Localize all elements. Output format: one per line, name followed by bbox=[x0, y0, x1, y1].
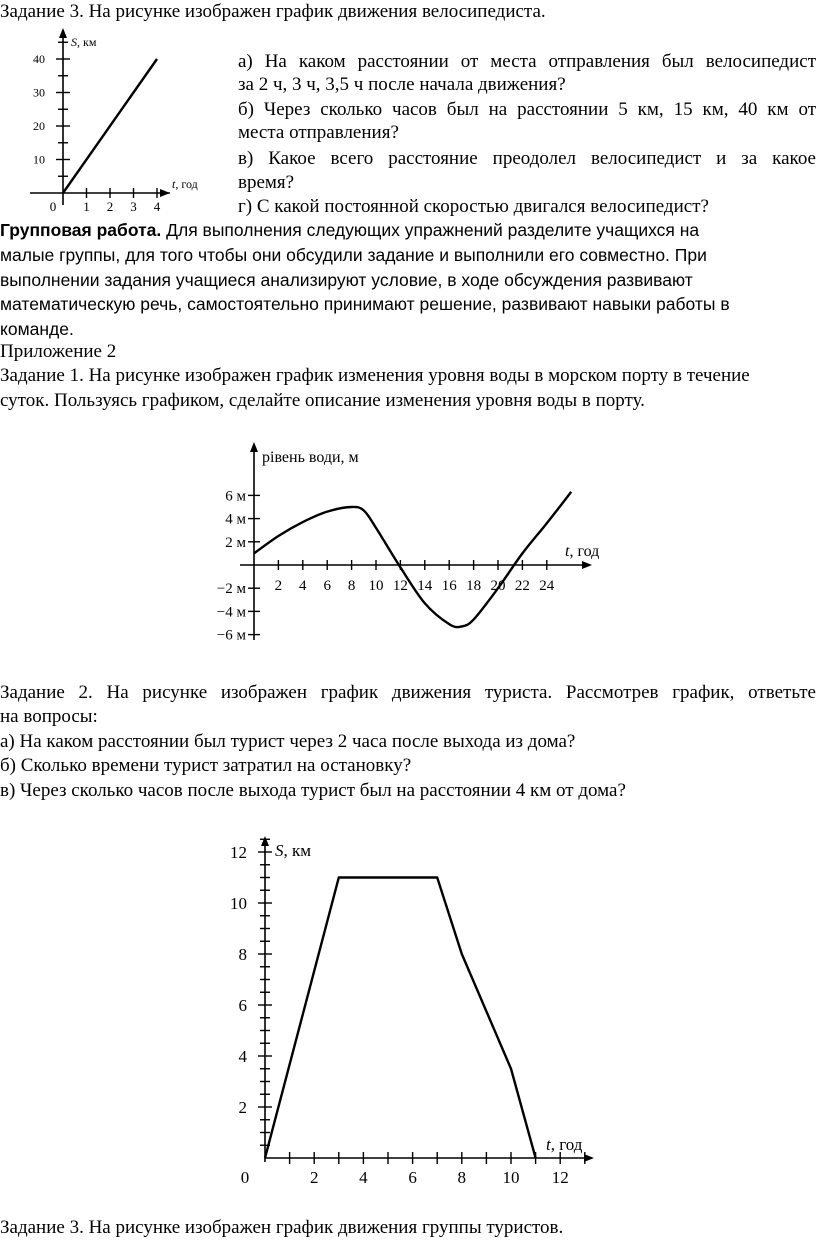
task3-question-a-cont: за 2 ч, 3 ч, 3,5 ч после начала движения? bbox=[238, 74, 566, 95]
y-axis-arrow bbox=[250, 442, 258, 452]
y-tick-label: 8 bbox=[238, 945, 247, 964]
y-tick-label: 2 bbox=[238, 1098, 247, 1117]
x-axis-arrow bbox=[584, 1154, 594, 1162]
x-tick-label: 20 bbox=[490, 578, 506, 594]
y-tick-label: 40 bbox=[33, 52, 45, 66]
group-work-line-1 bbox=[0, 218, 699, 242]
task3-question-g: г) С какой постоянной скоростью двигался велосипедист? bbox=[238, 196, 709, 217]
group-work-lead: Групповая работа. bbox=[0, 220, 162, 240]
group-work-line-5: команде. bbox=[0, 319, 74, 339]
x-tick-label: 1 bbox=[83, 199, 90, 214]
task3-question-v-cont: время? bbox=[238, 172, 295, 193]
x-tick-label: 8 bbox=[347, 578, 356, 594]
task2-question-b: б) Сколько времени турист затратил на остановку? bbox=[0, 755, 412, 776]
x-tick-label: 16 bbox=[441, 578, 457, 594]
y-tick-label: 6 м bbox=[225, 488, 246, 505]
y-tick-label: 2 м bbox=[225, 534, 246, 551]
x-tick-label: 0 bbox=[49, 199, 57, 214]
y-tick-label: −2 м bbox=[216, 581, 246, 598]
x-axis-arrow bbox=[582, 561, 592, 569]
y-tick-label: 30 bbox=[33, 85, 45, 100]
x-tick-label: 12 bbox=[551, 1168, 569, 1187]
x-axis-label: t, год bbox=[565, 543, 600, 560]
y-tick-label: 6 bbox=[238, 996, 247, 1015]
task3-title: Задание 3. На рисунке изображен график движения велосипедиста. bbox=[0, 1, 546, 22]
task2-question-v: в) Через сколько часов после выхода турист был на расстоянии 4 км от дома? bbox=[0, 780, 626, 801]
series-line bbox=[265, 878, 536, 1159]
x-tick-label: 10 bbox=[502, 1168, 520, 1187]
x-tick-label: 4 bbox=[299, 578, 307, 594]
y-tick-label: 4 м bbox=[225, 511, 246, 528]
task3b-title: Задание 3. На рисунке изображен график движения группы туристов. bbox=[0, 1217, 564, 1238]
task1-line-1: Задание 1. На рисунке изображен график изменения уровня воды в морском порту в течение bbox=[0, 365, 750, 386]
y-tick-label: 4 bbox=[238, 1047, 247, 1066]
x-tick-label: 14 bbox=[417, 578, 433, 594]
x-tick-label: 4 bbox=[153, 199, 161, 214]
x-tick-label: 24 bbox=[539, 578, 555, 594]
y-tick-label: −6 м bbox=[216, 627, 246, 644]
x-tick-label: 18 bbox=[466, 578, 482, 594]
x-tick-label: 12 bbox=[392, 578, 408, 594]
x-axis-label: t, год bbox=[546, 1135, 583, 1154]
y-axis-label: S, км bbox=[71, 35, 97, 49]
y-axis-label: рівень води, м bbox=[262, 449, 359, 466]
x-tick-label: 2 bbox=[274, 578, 283, 594]
x-tick-label: 2 bbox=[309, 1168, 319, 1187]
task3-question-a: а) На каком расстоянии от места отправления был велосипедист bbox=[238, 51, 816, 72]
group-work-line-4: математическую речь, самостоятельно принимают решение, развивают навыки работы в bbox=[0, 294, 730, 314]
y-tick-label: 12 bbox=[230, 843, 247, 862]
x-axis-arrow bbox=[160, 189, 170, 197]
x-axis-label: t, год bbox=[172, 177, 198, 191]
y-axis-arrow bbox=[59, 28, 67, 38]
y-tick-label: 10 bbox=[33, 152, 45, 167]
x-tick-label: 3 bbox=[130, 199, 137, 214]
x-tick-label: 0 bbox=[240, 1168, 250, 1187]
group-work-line-3: выполнении задания учащиеся анализируют условие, в ходе обсуждения развивают bbox=[0, 270, 693, 290]
task2-question-a: а) На каком расстоянии был турист через 2 часа после выхода из дома? bbox=[0, 731, 576, 752]
y-axis-label: S, км bbox=[275, 841, 312, 860]
series-line bbox=[254, 492, 571, 627]
x-tick-label: 8 bbox=[457, 1168, 467, 1187]
task3-question-b-cont: места отправления? bbox=[238, 122, 399, 143]
y-axis-arrow bbox=[261, 836, 269, 846]
task3-question-b: б) Через сколько часов был на расстоянии 5 км, 15 км, 40 км от bbox=[238, 99, 816, 120]
group-work-text: Для выполнения следующих упражнений разделите учащихся на bbox=[161, 220, 700, 240]
x-tick-label: 10 bbox=[368, 578, 384, 594]
task2-line-1: Задание 2. На рисунке изображен график движения туриста. Рассмотрев график, ответьте bbox=[0, 682, 816, 703]
x-tick-label: 6 bbox=[323, 578, 331, 594]
x-tick-label: 22 bbox=[514, 578, 530, 594]
series-line bbox=[63, 59, 157, 193]
y-tick-label: 10 bbox=[230, 894, 247, 913]
x-tick-label: 6 bbox=[408, 1168, 417, 1187]
task2-line-2: на вопросы: bbox=[0, 706, 98, 727]
x-tick-label: 4 bbox=[359, 1168, 368, 1187]
group-work-line-2: малые группы, для того чтобы они обсудили задание и выполнили его совместно. При bbox=[0, 245, 707, 265]
x-tick-label: 2 bbox=[106, 199, 114, 214]
appendix-heading: Приложение 2 bbox=[0, 341, 117, 362]
task3-question-v: в) Какое всего расстояние преодолел велосипедист и за какое bbox=[238, 148, 816, 169]
y-tick-label: 20 bbox=[33, 119, 45, 133]
task1-line-2: суток. Пользуясь графиком, сделайте описание изменения уровня воды в порту. bbox=[0, 390, 645, 411]
y-tick-label: −4 м bbox=[216, 604, 246, 621]
